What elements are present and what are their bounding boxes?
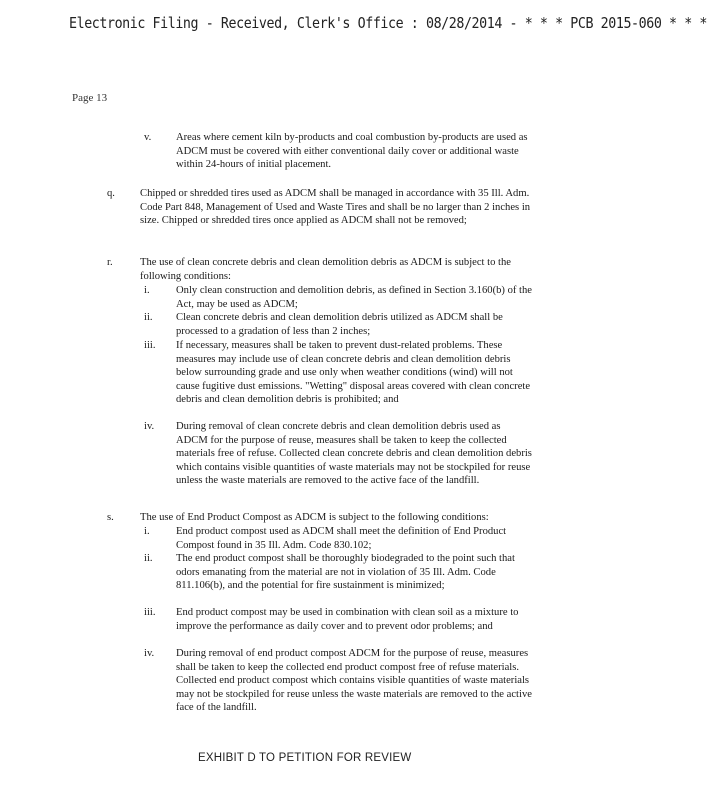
item-r-iv-text: During removal of clean concrete debris and clean demolition debris used as ADCM for the purpose of reuse, measures shall be taken to keep the collected materials free of refuse. Collected clean concrete debris and clean demolition debris which contains visible quantities of waste materials may not be stockpiled for reuse unless the waste materials are removed to the active face of the landfill. bbox=[176, 421, 532, 487]
item-r-marker: r. bbox=[107, 257, 113, 268]
item-s-iii-text: End product compost may be used in combination with clean soil as a mixture to improve the performance as daily cover and to prevent odor problems; and bbox=[176, 607, 519, 632]
item-s-i-text: End product compost used as ADCM shall meet the definition of End Product Compost found in 35 Ill. Adm. Code 830.102; bbox=[176, 526, 507, 551]
item-v-marker: v. bbox=[144, 132, 152, 143]
item-s-text: The use of End Product Compost as ADCM is subject to the following conditions: bbox=[140, 512, 489, 523]
item-r-ii-marker: ii. bbox=[144, 312, 153, 323]
item-v-text: Areas where cement kiln by-products and coal combustion by-products are used as ADCM must be covered with either conventional daily cover or additional waste within 24-hours of initial placement. bbox=[176, 132, 528, 171]
item-s-iv-marker: iv. bbox=[144, 648, 155, 659]
filing-stamp-header: Electronic Filing - Received, Clerk's Office : 08/28/2014 - * * * PCB 2015-060 * * * bbox=[69, 14, 707, 32]
item-r-iv-marker: iv. bbox=[144, 421, 155, 432]
item-r-iii-marker: iii. bbox=[144, 340, 156, 351]
page-number: Page 13 bbox=[72, 92, 108, 104]
item-r-iii-text: If necessary, measures shall be taken to prevent dust-related problems. These measures may include use of clean concrete debris and clean demolition debris below surrounding grade and use only when weather conditions (wind) will not cause fugitive dust emissions. "Wetting" disposal areas covered with clean concrete debris and clean demolition debris is prohibited; and bbox=[176, 340, 531, 406]
item-s-marker: s. bbox=[107, 512, 114, 523]
item-q-marker: q. bbox=[107, 188, 115, 199]
item-r-i-marker: i. bbox=[144, 285, 150, 296]
item-s-i-marker: i. bbox=[144, 526, 150, 537]
item-s-iv-text: During removal of end product compost ADCM for the purpose of reuse, measures shall be taken to keep the collected end product compost free of refuse materials. Collected end product compost which contains visible quantities of waste materials may not be stockpiled for reuse unless the waste materials are removed to the active face of the landfill. bbox=[176, 648, 532, 714]
item-s-iii-marker: iii. bbox=[144, 607, 156, 618]
item-s-ii-marker: ii. bbox=[144, 553, 153, 564]
item-r-ii-text: Clean concrete debris and clean demolition debris utilized as ADCM shall be processed to a gradation of less than 2 inches; bbox=[176, 312, 503, 337]
exhibit-footer: EXHIBIT D TO PETITION FOR REVIEW bbox=[198, 752, 412, 764]
item-r-text: The use of clean concrete debris and clean demolition debris as ADCM is subject to the following conditions: bbox=[140, 257, 511, 282]
item-q-text: Chipped or shredded tires used as ADCM shall be managed in accordance with 35 Ill. Adm. Code Part 848, Management of Used and Waste Tires and shall be no larger than 2 inches in size. Chipped or shredded tires once applied as ADCM shall not be removed; bbox=[140, 188, 531, 227]
item-s-ii-text: The end product compost shall be thoroughly biodegraded to the point such that odors emanating from the material are not in violation of 35 Ill. Adm. Code 811.106(b), and the potential for fire sustainment is minimized; bbox=[176, 553, 515, 592]
item-r-i-text: Only clean construction and demolition debris, as defined in Section 3.160(b) of the Act, may be used as ADCM; bbox=[176, 285, 532, 310]
